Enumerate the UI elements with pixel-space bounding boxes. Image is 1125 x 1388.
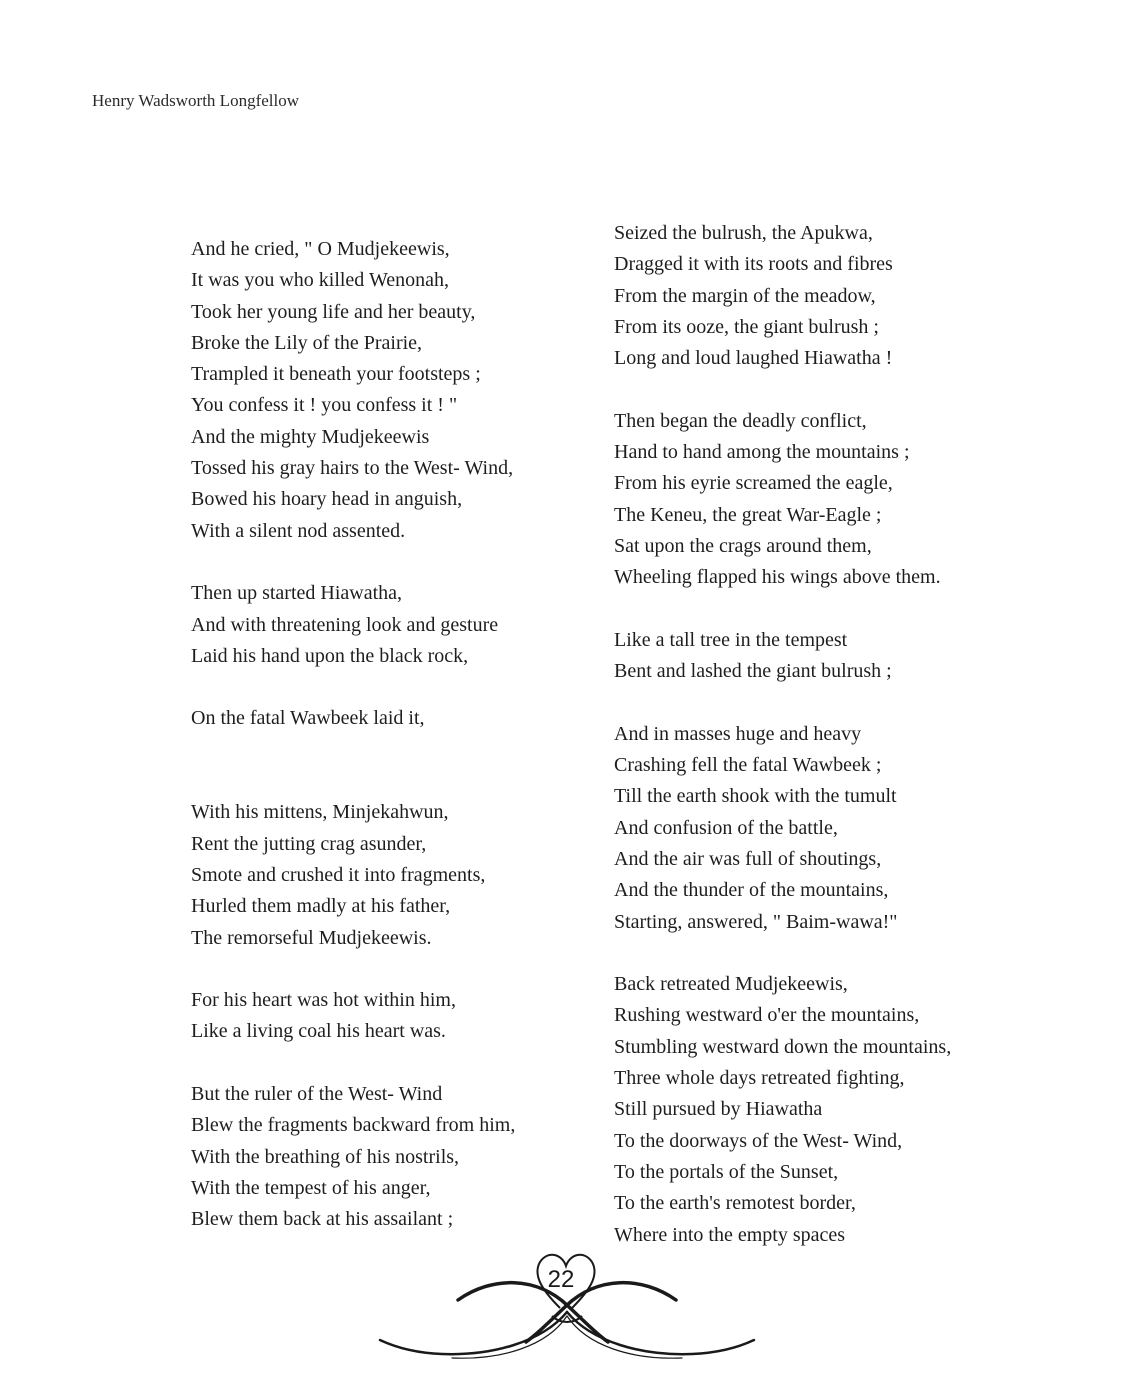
page-number: 22 — [547, 1266, 575, 1293]
verse-line: It was you who killed Wenonah, — [191, 269, 449, 292]
stanza — [614, 719, 951, 938]
verse-line: Bowed his hoary head in anguish, — [191, 488, 463, 511]
heart-flourish-icon — [372, 1246, 762, 1366]
stanza-break — [614, 938, 951, 969]
stanza — [191, 1079, 515, 1235]
verse-line: But the ruler of the West- Wind — [191, 1083, 443, 1106]
verse-line: From his eyrie screamed the eagle, — [614, 472, 893, 495]
verse-line: Dragged it with its roots and fibres — [614, 253, 893, 276]
verse-line: Crashing fell the fatal Wawbeek ; — [614, 754, 882, 777]
stanza-break — [614, 687, 951, 718]
verse-line: Blew the fragments backward from him, — [191, 1114, 516, 1137]
verse-line: With his mittens, Minjekahwun, — [191, 801, 449, 824]
verse-line: Sat upon the crags around them, — [614, 534, 872, 557]
verse-line: Wheeling flapped his wings above them. — [614, 566, 941, 589]
verse-line: Still pursued by Hiawatha — [614, 1098, 823, 1121]
verse-line: Hand to hand among the mountains ; — [614, 441, 910, 464]
verse-line: The remorseful Mudjekeewis. — [191, 926, 432, 949]
verse-line: Long and loud laughed Hiawatha ! — [614, 347, 893, 370]
verse-line: And the mighty Mudjekeewis — [191, 425, 430, 448]
verse-line: For his heart was hot within him, — [191, 989, 456, 1012]
running-head: Henry Wadsworth Longfellow — [92, 91, 299, 110]
stanza — [614, 218, 951, 374]
stanza — [614, 406, 951, 594]
verse-line: With a silent nod assented. — [191, 519, 406, 542]
verse-line: With the tempest of his anger, — [191, 1176, 431, 1199]
verse-line: Trampled it beneath your footsteps ; — [191, 363, 481, 386]
stanza — [191, 234, 515, 547]
verse-line: Where into the empty spaces — [614, 1223, 846, 1246]
verse-line: Rushing westward o'er the mountains, — [614, 1004, 920, 1027]
verse-line: Till the earth shook with the tumult — [614, 785, 897, 808]
verse-line: Like a living coal his heart was. — [191, 1020, 446, 1043]
verse-line: To the portals of the Sunset, — [614, 1160, 839, 1183]
verse-line: And the thunder of the mountains, — [614, 879, 889, 902]
verse-line: You confess it ! you confess it ! " — [191, 394, 458, 417]
verse-line: And the air was full of shoutings, — [614, 847, 882, 870]
verse-line: Then up started Hiawatha, — [191, 582, 403, 605]
verse-line: The Keneu, the great War-Eagle ; — [614, 503, 882, 526]
verse-line: From the margin of the meadow, — [614, 284, 876, 307]
verse-line: And he cried, " O Mudjekeewis, — [191, 238, 450, 260]
stanza-break — [191, 954, 515, 985]
stanza — [191, 985, 515, 1048]
verse-line: On the fatal Wawbeek laid it, — [191, 707, 425, 730]
verse-line: And confusion of the battle, — [614, 816, 838, 839]
verse-line: Three whole days retreated fighting, — [614, 1067, 905, 1090]
verse-line: Smote and crushed it into fragments, — [191, 863, 486, 886]
stanza-break — [191, 1048, 515, 1079]
verse-line: Back retreated Mudjekeewis, — [614, 973, 848, 996]
stanza — [614, 625, 951, 688]
verse-line: Blew them back at his assailant ; — [191, 1208, 454, 1231]
verse-line: Seized the bulrush, the Apukwa, — [614, 222, 873, 244]
stanza-break — [191, 672, 515, 703]
stanza — [191, 578, 515, 672]
verse-line: And in masses huge and heavy — [614, 722, 862, 745]
verse-line: Bent and lashed the giant bulrush ; — [614, 660, 892, 683]
verse-line: Broke the Lily of the Prairie, — [191, 331, 423, 354]
verse-line: With the breathing of his nostrils, — [191, 1145, 460, 1168]
verse-line: Like a tall tree in the tempest — [614, 628, 848, 651]
stanza — [614, 969, 951, 1251]
stanza-break — [614, 374, 951, 405]
verse-line: Laid his hand upon the black rock, — [191, 644, 469, 667]
stanza-break — [191, 735, 515, 798]
stanza — [191, 703, 515, 734]
poem-column-left — [191, 234, 515, 1236]
verse-line: Took her young life and her beauty, — [191, 300, 476, 323]
verse-line: From its ooze, the giant bulrush ; — [614, 315, 879, 338]
poem-column-right — [614, 218, 951, 1251]
verse-line: To the earth's remotest border, — [614, 1192, 856, 1215]
stanza — [191, 797, 515, 953]
verse-line: Tossed his gray hairs to the West- Wind, — [191, 457, 514, 480]
stanza-break — [614, 594, 951, 625]
verse-line: Starting, answered, " Baim-wawa!" — [614, 910, 898, 933]
verse-line: Then began the deadly conflict, — [614, 409, 867, 432]
verse-line: To the doorways of the West- Wind, — [614, 1129, 903, 1152]
verse-line: Hurled them madly at his father, — [191, 895, 451, 918]
stanza-break — [191, 547, 515, 578]
verse-line: And with threatening look and gesture — [191, 613, 499, 636]
verse-line: Rent the jutting crag asunder, — [191, 832, 427, 855]
verse-line: Stumbling westward down the mountains, — [614, 1035, 952, 1058]
